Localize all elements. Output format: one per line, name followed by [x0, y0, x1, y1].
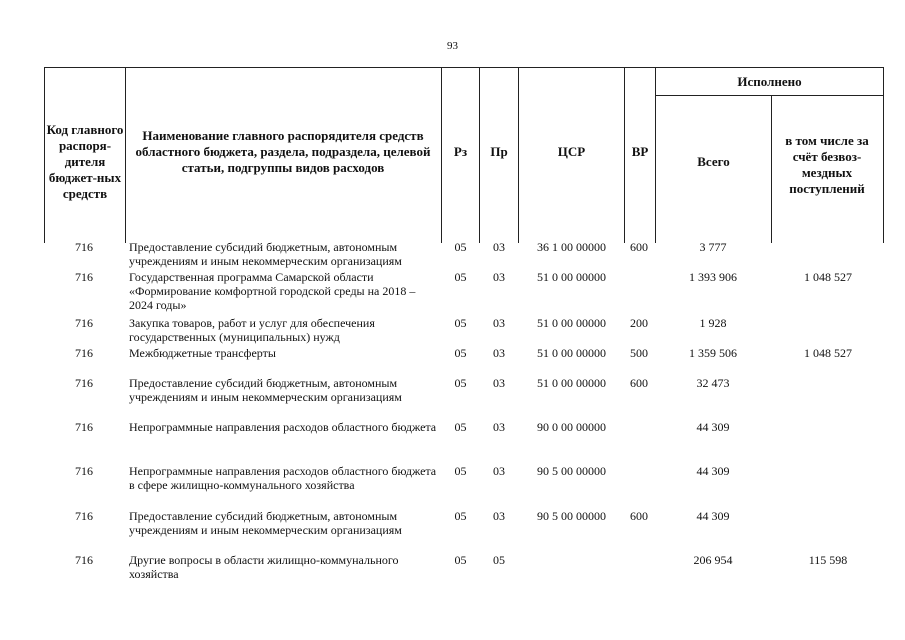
col-line [125, 67, 126, 243]
cell-name: Закупка товаров, работ и услуг для обеспечения государственных (муниципальных) нужд [129, 316, 375, 344]
cell-code: 716 [75, 553, 93, 567]
cell-code: 716 [75, 240, 93, 254]
cell-pr: 03 [493, 509, 505, 523]
cell-total: 1 359 506 [689, 346, 737, 360]
cell-total: 1 928 [699, 316, 727, 330]
cell-name: Непрограммные направления расходов областного бюджета [129, 420, 437, 434]
cell-vr: 600 [630, 240, 648, 254]
cell-csr: 51 0 00 00000 [537, 346, 606, 360]
cell-rz: 05 [454, 316, 467, 330]
cell-csr: 90 5 00 00000 [537, 509, 606, 523]
cell-pr: 03 [493, 420, 505, 434]
cell-total: 1 393 906 [689, 270, 737, 284]
col-line [883, 67, 884, 243]
header-rz: Рз [453, 144, 468, 159]
cell-rz: 05 [454, 420, 467, 434]
col-line [771, 95, 772, 243]
cell-name: Предоставление субсидий бюджетным, автономным учреждениям и иным некоммерческим организациям [129, 509, 402, 537]
cell-name: Государственная программа Самарской области «Формирование комфортной городской среды на 2018 – 2024 годы» [129, 270, 416, 312]
cell-csr: 90 0 00 00000 [537, 420, 606, 434]
cell-csr: 36 1 00 00000 [537, 240, 606, 254]
cell-free: 115 598 [808, 553, 848, 567]
cell-name: Непрограммные направления расходов областного бюджета в сфере жилищно-коммунального хозяйства [129, 464, 437, 492]
cell-total: 32 473 [696, 376, 730, 390]
cell-pr: 03 [493, 464, 505, 478]
cell-name: Другие вопросы в области жилищно-коммунального хозяйства [129, 553, 399, 581]
executed-divider [655, 95, 884, 96]
cell-rz: 05 [454, 509, 467, 523]
cell-rz: 05 [454, 376, 467, 390]
cell-total: 44 309 [696, 420, 730, 434]
header-pr: Пр [490, 144, 508, 159]
header-vr: ВР [631, 144, 649, 159]
cell-code: 716 [75, 464, 93, 478]
cell-name: Предоставление субсидий бюджетным, автономным учреждениям и иным некоммерческим организациям [129, 376, 402, 404]
cell-vr: 500 [630, 346, 648, 360]
header-free-receipts: в том числе за счёт безвоз-мездных поступлений [785, 133, 869, 196]
cell-vr: 200 [630, 316, 648, 330]
cell-code: 716 [75, 316, 93, 330]
header-code: Код главного распоря-дителя бюджет-ных средств [46, 122, 124, 201]
cell-rz: 05 [454, 464, 467, 478]
cell-vr: 600 [630, 509, 648, 523]
cell-rz: 05 [454, 240, 467, 254]
cell-name: Предоставление субсидий бюджетным, автономным учреждениям и иным некоммерческим организациям [129, 240, 402, 268]
header-top-border [44, 67, 884, 68]
cell-rz: 05 [454, 270, 467, 284]
cell-pr: 05 [493, 553, 505, 567]
cell-code: 716 [75, 420, 93, 434]
cell-pr: 03 [493, 346, 505, 360]
cell-code: 716 [75, 376, 93, 390]
header-executed: Исполнено [737, 74, 802, 89]
cell-free: 1 048 527 [804, 346, 852, 360]
cell-code: 716 [75, 346, 93, 360]
cell-pr: 03 [493, 376, 505, 390]
cell-total: 206 954 [693, 553, 733, 567]
cell-csr: 51 0 00 00000 [537, 270, 606, 284]
cell-pr: 03 [493, 270, 505, 284]
cell-code: 716 [75, 509, 93, 523]
header-total: Всего [697, 154, 730, 169]
cell-csr: 51 0 00 00000 [537, 316, 606, 330]
cell-free: 1 048 527 [804, 270, 852, 284]
cell-csr: 51 0 00 00000 [537, 376, 606, 390]
cell-total: 44 309 [696, 509, 730, 523]
header-csr: ЦСР [557, 144, 586, 159]
header-name: Наименование главного распорядителя средств областного бюджета, раздела, подраздела, целевой статьи, подгруппы видов расходов [135, 128, 431, 175]
cell-total: 44 309 [696, 464, 730, 478]
cell-pr: 03 [493, 316, 505, 330]
page-number: 93 [447, 40, 458, 52]
cell-pr: 03 [493, 240, 505, 254]
cell-rz: 05 [454, 553, 467, 567]
cell-rz: 05 [454, 346, 467, 360]
cell-code: 716 [75, 270, 93, 284]
cell-name: Межбюджетные трансферты [129, 346, 276, 360]
cell-total: 3 777 [699, 240, 727, 254]
cell-vr: 600 [630, 376, 648, 390]
cell-csr: 90 5 00 00000 [537, 464, 606, 478]
